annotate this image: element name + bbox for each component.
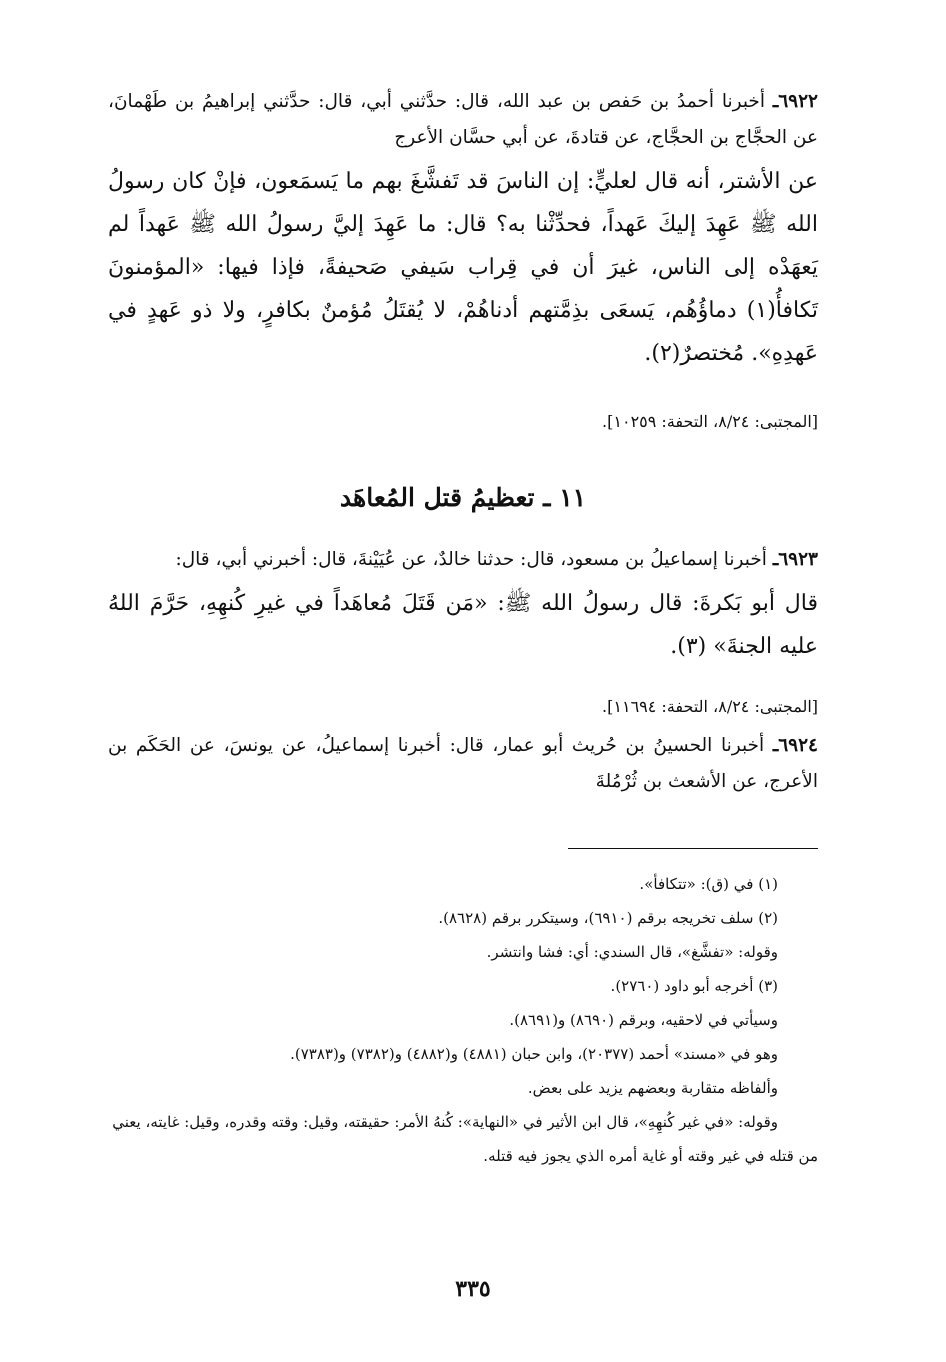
footnote-3-sources: وهو في «مسند» أحمد (٢٠٣٧٧)، وابن حبان (٤٨٨١) و(٤٨٨٢) و(٧٣٨٢) و(٧٣٨٣). — [290, 1045, 778, 1063]
footnote-3-related: وسيأتي في لاحقيه، وبرقم (٨٦٩٠) و(٨٦٩١). — [509, 1011, 778, 1029]
chapter-title: ١١ ـ تعظيمُ قتل المُعاهَد — [339, 483, 587, 512]
hadith-6923-matn: قال أبو بَكرةَ: قال رسولُ الله ﷺ: «مَن قَتَلَ مُعاهَداً في غيرِ كُنهِهِ، حَرَّمَ اللهُ عليه الجنةَ» (٣). — [108, 591, 818, 659]
isnad-text: أخبرنا أحمدُ بن حَفص بن عبد الله، قال: حدَّثني أبي، قال: حدَّثني إبراهيمُ بن طَهْمانَ، عن الحجَّاج بن الحجَّاج، عن قتادةَ، عن أبي حسَّان الأعرج — [108, 91, 818, 148]
footnote-3: (٣) أخرجه أبو داود (٢٧٦٠). — [610, 977, 778, 995]
isnad-text: أخبرنا الحسينُ بن حُريث أبو عمار، قال: أخبرنا إسماعيلُ، عن يونسَ، عن الحَكَم بن الأعرج، عن الأشعث بن ثُرْمُلةَ — [108, 735, 818, 792]
footnote-separator — [568, 848, 818, 849]
hadith-6922-reference: [المجتبى: ٨/٢٤، التحفة: ١٠٢٥٩]. — [602, 412, 818, 431]
hadith-6922-matn: عن الأشتر، أنه قال لعليٍّ: إن الناسَ قد تَفشَّغَ بهم ما يَسمَعون، فإنْ كان رسولُ الله ﷺ عَهِدَ إليكَ عَهداً، فحدِّثْنا به؟ قال: ما عَهِدَ إليَّ رسولُ الله ﷺ عَهداً لم يَعهَدْه إلى الناس، غيرَ أن في قِراب سَيفي صَحيفةً، فإذا فيها: «المؤمنونَ تَكافأُ(١) دماؤُهُم، يَسعَى بذِمَّتهم أدناهُمْ، لا يُقتَلُ مُؤمنٌ بكافرٍ، ولا ذو عَهدٍ في عَهدِهِ». مُختصرٌ(٢). — [108, 169, 818, 366]
hadith-6923-reference: [المجتبى: ٨/٢٤، التحفة: ١١٦٩٤]. — [602, 697, 818, 716]
hadith-6924-isnad — [108, 728, 818, 800]
footnote-3-wording: وألفاظه متقاربة وبعضهم يزيد على بعض. — [527, 1079, 778, 1097]
footnote-3-explanation: وقوله: «في غير كُنهِهِ»، قال ابن الأثير في «النهاية»: كُنهُ الأمر: حقيقته، وقيل: وقته وقدره، وقيل: غايته، يعني من قتله في غير وقته أو غاية أمره الذي يجوز فيه قتله. — [112, 1113, 818, 1165]
footnote-1: (١) في (ق): «تتكافأ». — [639, 875, 778, 893]
hadith-6922-isnad — [108, 84, 818, 156]
isnad-text: أخبرنا إسماعيلُ بن مسعود، قال: حدثنا خالدٌ، عن عُيَيْنةَ، قال: أخبرني أبي، قال: — [175, 549, 767, 570]
footnote-2-note: وقوله: «تفشَّغ»، قال السندي: أي: فشا وانتشر. — [486, 943, 778, 961]
footnotes — [108, 867, 818, 1173]
hadith-number: ٦٩٢٣ـ — [772, 549, 818, 570]
page-number: ٣٣٥ — [455, 1276, 491, 1302]
footnote-2: (٢) سلف تخريجه برقم (٦٩١٠)، وسيتكرر برقم (٨٦٢٨). — [438, 909, 778, 927]
hadith-number: ٦٩٢٢ـ — [772, 91, 818, 112]
hadith-number: ٦٩٢٤ـ — [772, 735, 818, 756]
hadith-6923-isnad — [108, 542, 818, 578]
